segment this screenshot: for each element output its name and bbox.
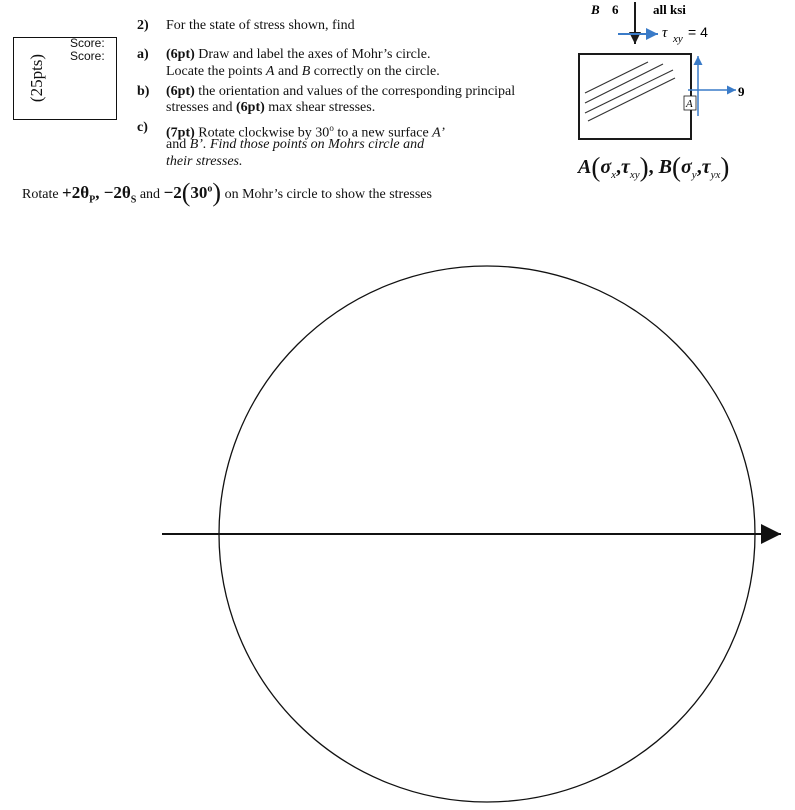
figure-units: all ksi [653, 2, 686, 17]
problem-intro: For the state of stress shown, find [166, 18, 355, 33]
part-b-line1: (6pt) the orientation and values of the corresponding principal [166, 84, 516, 99]
problem-number: 2) [137, 18, 149, 33]
tau-value: = 4 [688, 24, 708, 40]
figure-nine: 9 [738, 84, 745, 99]
figure-six: 6 [612, 2, 619, 17]
tau-subscript: xy [673, 33, 683, 45]
score-label: Score: [70, 36, 105, 50]
part-a-line2: Locate the points A and B correctly on the circle. [166, 64, 440, 79]
part-b-label: b) [137, 84, 150, 99]
part-c-line3: their stresses. [166, 154, 243, 169]
stress-element-square [579, 54, 691, 139]
part-a-line1: (6pt) Draw and label the axes of Mohr’s circle. [166, 47, 431, 62]
total-points: (25pts) [27, 53, 46, 103]
rotate-instruction: Rotate $+2\theta_P$, $-2\theta_S$ and $-2(30^o)$ on Mohr’s circle to show the stresses [22, 178, 432, 207]
figure-b-label: B [591, 2, 600, 17]
score-label-2: Score: [70, 49, 105, 63]
part-c-label: c) [137, 120, 148, 135]
figure-a-label: A [686, 98, 693, 110]
part-c-line2: and B’. Find those points on Mohrs circle and [166, 137, 425, 152]
part-b-line2: stresses and (6pt) max shear stresses. [166, 100, 376, 115]
part-a-label: a) [137, 47, 149, 62]
point-definitions: $A(\sigma_x,\tau_{xy})$, $B(\sigma_y,\tau_{yx})$ [578, 152, 730, 182]
tau-symbol: τ [662, 25, 668, 41]
mohr-circle-diagram [0, 240, 795, 810]
part-c-line1: (7pt) Rotate clockwise by 30$^o$ to a new surface A’ [166, 123, 445, 141]
